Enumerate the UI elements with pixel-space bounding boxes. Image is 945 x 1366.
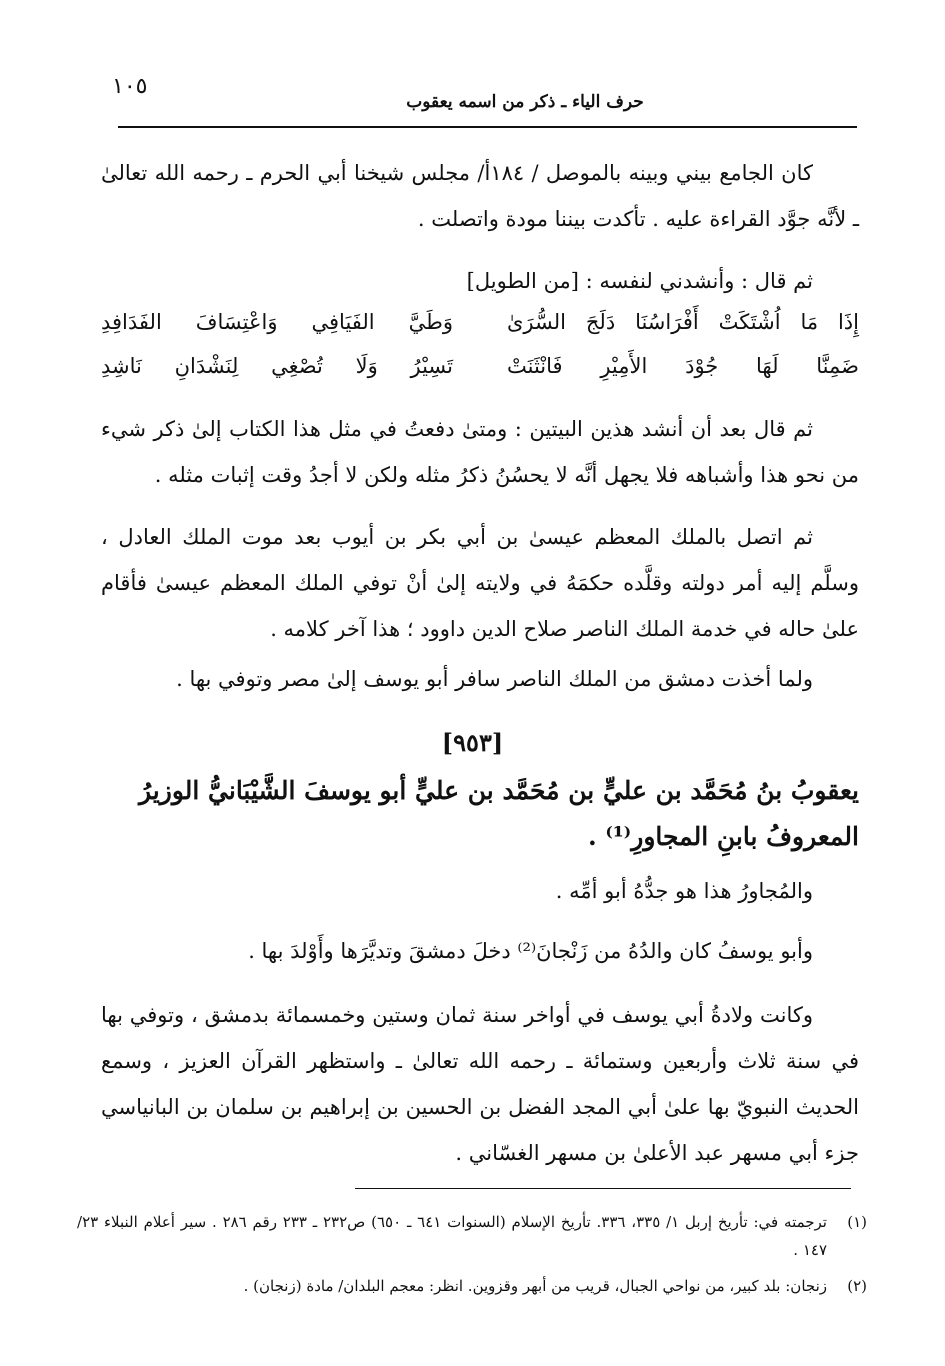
paragraph-text: ولما أخذت دمشق من الملك الناصر سافر أبو يوسف إلىٰ مصر وتوفي بها . [176, 667, 813, 691]
verse-second-hemistich: وَطَيَّ الفَيَافِي وَاعْتِسَافَ الفَدَافِدِ [101, 310, 453, 334]
paragraph-text: وكانت ولادةُ أبي يوسف في أواخر سنة ثمان وستين وخمسمائة بدمشق ، وتوفي بها في سنة ثلاث وأربعين وستمائة ـ رحمه الله تعالىٰ ـ واستظهر القرآن العزيز ، وسمع الحديث النبويّ بها علىٰ أبي المجد الفضل بن الحسين بن إبراهيم بن سلمان بن البانياسي جزء أبي مسهر عبد الأعلىٰ بن مسهر الغسّاني . [101, 1003, 859, 1165]
page-number: ١٠٥ [112, 74, 148, 99]
footnote [77, 1272, 867, 1300]
verse-second-hemistich: تَسِيْرُ وَلَا تُصْغِي لِنَشْدَانِ نَاشِدِ [101, 354, 453, 378]
paragraph [101, 992, 859, 1176]
paragraph-text: ثم قال بعد أن أنشد هذين البيتين : ومتىٰ دفعتُ في مثل هذا الكتاب إلىٰ ذكر شيء من نحو هذا وأشباهه فلا يجهل أنَّه لا يحسُنُ ذكرُ مثله ولكن لا أجدُ وقت إثبات مثله . [101, 417, 859, 487]
footnote-mark: (٢) [847, 1277, 867, 1295]
paragraph [101, 514, 859, 652]
running-head: حرف الياء ـ ذكر من اسمه يعقوب [406, 92, 644, 112]
verse-line [101, 300, 859, 344]
footnote-text: زنجان: بلد كبير، من نواحي الجبال، قريب من أبهر وقزوين. انظر: معجم البلدان/ مادة (زنجان) . [243, 1277, 827, 1295]
header-rule [118, 126, 857, 128]
paragraph-text: ثم اتصل بالملك المعظم عيسىٰ بن أبي بكر بن أيوب بعد موت الملك العادل ، وسلَّم إليه أمر دولته وقلَّده حكمَهُ في ولايته إلىٰ أنْ توفي الملك المعظم عيسىٰ فأقام علىٰ حاله في خدمة الملك الناصر صلاح الدين داوود ؛ هذا آخر كلامه . [101, 525, 859, 641]
paragraph-text: ثم قال : وأنشدني لنفسه : [من الطويل] [466, 269, 813, 293]
paragraph [101, 150, 859, 242]
entry-number: [٩٥٣] [441, 728, 504, 757]
paragraph [101, 656, 859, 702]
footnote [77, 1208, 867, 1264]
paragraph [101, 928, 859, 974]
footnote-rule [355, 1188, 851, 1189]
paragraph-text: كان الجامع بيني وبينه بالموصل / ١٨٤أ/ مجلس شيخنا أبي الحرم ـ رحمه الله تعالىٰ ـ لأنَّه جوَّد القراءة عليه . تأكدت بيننا مودة واتصلت . [101, 161, 859, 231]
entry-title: يعقوبُ بنُ مُحَمَّد بن عليٍّ بن مُحَمَّد بن عليٍّ أبو يوسفَ الشَّيْبَانيُّ الوزيرُ المعروفُ بابنِ المجاورِ⁽¹⁾ . [139, 776, 859, 851]
poem-verses [101, 300, 859, 388]
verse-first-hemistich: إِذَا مَا اُشْتَكَتْ أَفْرَاسُنَا دَلَجَ السُّرَىٰ [507, 310, 859, 334]
paragraph-text: وأبو يوسفُ كان والدُهُ من زَنْجانَ⁽²⁾ دخلَ دمشقَ وتديَّرَها وأَوْلدَ بها . [248, 939, 813, 963]
footnote-text: ترجمته في: تأريخ إربل ١/ ٣٣٥، ٣٣٦. تأريخ الإسلام (السنوات ٦٤١ ـ ٦٥٠) ص٢٣٢ ـ ٢٣٣ رقم ٢٨٦ . سير أعلام النبلاء ٢٣/ ١٤٧ . [77, 1213, 827, 1259]
verse-intro [101, 258, 859, 304]
paragraph [101, 406, 859, 498]
verse-first-hemistich: ضَمِنَّا لَهَا جُوْدَ الأَمِيْرِ فَانْثَنَتْ [507, 354, 859, 378]
footnote-mark: (١) [847, 1213, 867, 1231]
paragraph [101, 868, 859, 914]
paragraph-text: والمُجاورُ هذا هو جدُّهُ أبو أمِّه . [555, 879, 813, 903]
verse-line [101, 344, 859, 388]
footnotes [77, 1208, 867, 1308]
